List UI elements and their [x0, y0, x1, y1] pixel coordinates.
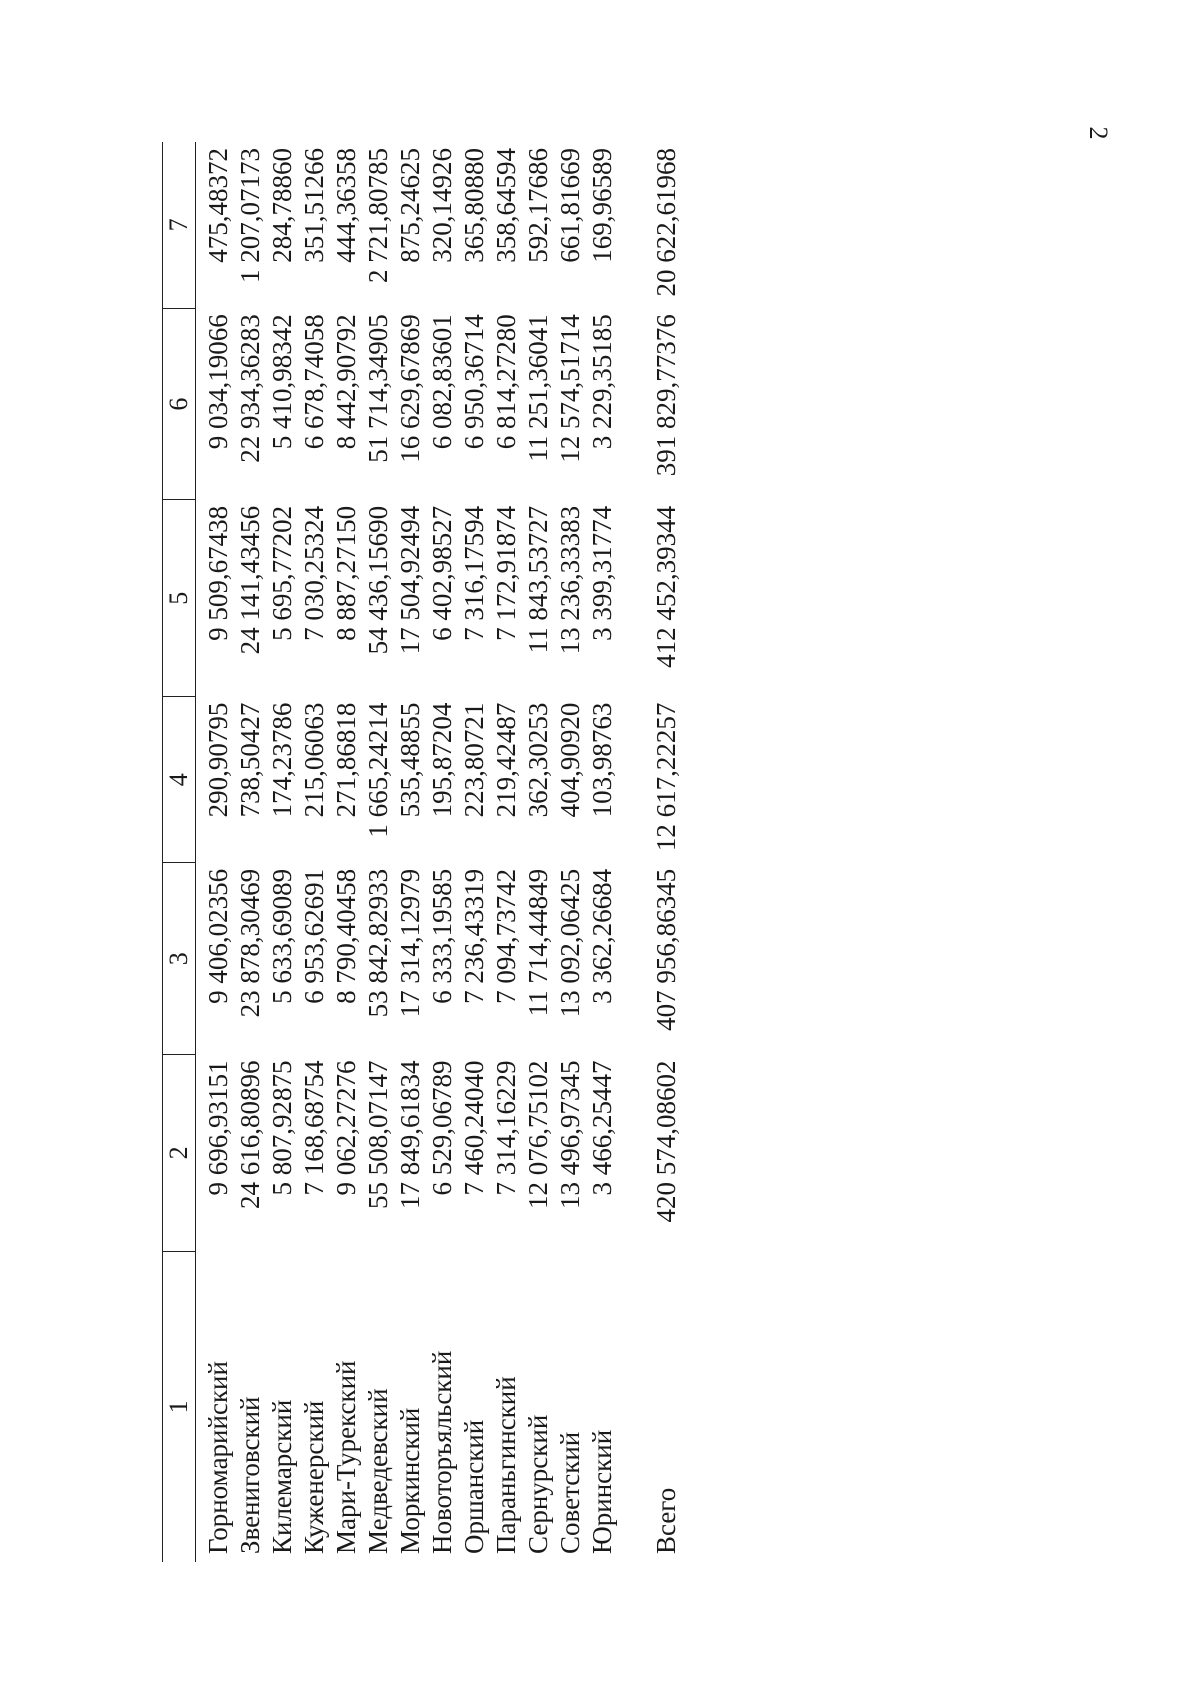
value-cell: 5 633,69089 — [267, 868, 297, 1004]
table-row — [586, 142, 618, 1562]
value-cell: 365,80880 — [459, 148, 489, 263]
value-cell: 875,24625 — [395, 148, 425, 263]
value-cell: 55 508,07147 — [363, 1060, 393, 1209]
table-row — [330, 142, 362, 1562]
value-cell: 9 696,93151 — [203, 1060, 233, 1196]
value-cell: 5 695,77202 — [267, 505, 297, 641]
value-cell: 169,96589 — [587, 148, 617, 263]
value-cell: 271,86818 — [331, 702, 361, 818]
value-cell: 475,48372 — [203, 148, 233, 263]
table-row — [362, 142, 394, 1562]
district-name: Медведевский — [363, 1388, 393, 1554]
column-header-3: 3 — [163, 863, 196, 1055]
value-cell: 7 172,91874 — [491, 505, 521, 641]
value-cell: 103,98763 — [587, 702, 617, 818]
table-row — [234, 142, 266, 1562]
value-cell: 7 236,43319 — [459, 868, 489, 1004]
value-cell: 223,80721 — [459, 702, 489, 818]
table-row — [426, 142, 458, 1562]
value-cell: 9 406,02356 — [203, 868, 233, 1004]
value-cell: 320,14926 — [427, 148, 457, 263]
value-cell: 3 399,31774 — [587, 505, 617, 641]
value-cell: 12 076,75102 — [523, 1060, 553, 1209]
table-row — [490, 142, 522, 1562]
value-cell: 17 849,61834 — [395, 1060, 425, 1209]
total-label: Всего — [651, 1487, 681, 1554]
district-name: Советский — [555, 1431, 585, 1554]
value-cell: 2 721,80785 — [363, 148, 393, 283]
value-cell: 219,42487 — [491, 702, 521, 818]
value-cell: 8 442,90792 — [331, 314, 361, 450]
value-cell: 6 402,98527 — [427, 505, 457, 641]
page-number: 2 — [1084, 126, 1113, 140]
value-cell: 24 141,43456 — [235, 505, 265, 655]
value-cell: 738,50427 — [235, 702, 265, 818]
value-cell: 11 714,44849 — [523, 868, 553, 1017]
value-cell: 11 251,36041 — [523, 314, 553, 462]
value-cell: 5 410,98342 — [267, 314, 297, 450]
value-cell: 53 842,82933 — [363, 868, 393, 1018]
rotated-table-container — [162, 142, 1062, 1562]
total-value: 412 452,39344 — [651, 505, 681, 668]
value-cell: 6 333,19585 — [427, 868, 457, 1004]
value-cell: 290,90795 — [203, 702, 233, 818]
table-row — [522, 142, 554, 1562]
value-cell: 362,30253 — [523, 702, 553, 818]
district-name: Горномарийский — [203, 1361, 233, 1554]
value-cell: 1 207,07173 — [235, 148, 265, 283]
value-cell: 6 082,83601 — [427, 314, 457, 450]
district-name: Новоторъяльский — [427, 1350, 457, 1554]
district-name: Килемарский — [267, 1399, 297, 1554]
table-row — [196, 142, 235, 1562]
district-name: Моркинский — [395, 1407, 425, 1554]
value-cell: 3 362,26684 — [587, 868, 617, 1004]
value-cell: 444,36358 — [331, 148, 361, 263]
value-cell: 7 030,25324 — [299, 505, 329, 641]
value-cell: 51 714,34905 — [363, 314, 393, 463]
table-row — [266, 142, 298, 1562]
data-table — [162, 142, 682, 1562]
value-cell: 17 504,92494 — [395, 505, 425, 655]
value-cell: 13 236,33383 — [555, 505, 585, 655]
district-name: Мари-Турекский — [331, 1360, 361, 1554]
value-cell: 22 934,36283 — [235, 314, 265, 463]
value-cell: 7 316,17594 — [459, 505, 489, 641]
value-cell: 5 807,92875 — [267, 1060, 297, 1196]
table-row — [554, 142, 586, 1562]
value-cell: 1 665,24214 — [363, 702, 393, 838]
value-cell: 9 509,67438 — [203, 505, 233, 641]
value-cell: 13 496,97345 — [555, 1060, 585, 1209]
column-header-7: 7 — [163, 142, 196, 308]
total-value: 407 956,86345 — [651, 868, 681, 1031]
total-value: 420 574,08602 — [651, 1060, 681, 1223]
value-cell: 6 950,36714 — [459, 314, 489, 450]
value-cell: 11 843,53727 — [523, 505, 553, 654]
column-header-4: 4 — [163, 697, 196, 863]
value-cell: 9 034,19066 — [203, 314, 233, 450]
value-cell: 23 878,30469 — [235, 868, 265, 1018]
value-cell: 13 092,06425 — [555, 868, 585, 1018]
district-name: Параньгинский — [491, 1376, 521, 1554]
value-cell: 284,78860 — [267, 148, 297, 263]
value-cell: 7 168,68754 — [299, 1060, 329, 1196]
total-value: 12 617,22257 — [651, 702, 681, 852]
value-cell: 661,81669 — [555, 148, 585, 263]
table-body — [196, 142, 683, 1562]
district-name: Куженерский — [299, 1400, 329, 1554]
column-header-5: 5 — [163, 500, 196, 697]
table-row — [298, 142, 330, 1562]
column-header-6: 6 — [163, 308, 196, 500]
district-name: Сернурский — [523, 1414, 553, 1554]
header-row — [163, 142, 196, 1562]
value-cell: 17 314,12979 — [395, 868, 425, 1018]
value-cell: 358,64594 — [491, 148, 521, 263]
total-value: 391 829,77376 — [651, 314, 681, 477]
value-cell: 215,06063 — [299, 702, 329, 818]
total-value: 20 622,61968 — [651, 148, 681, 297]
value-cell: 9 062,27276 — [331, 1060, 361, 1196]
district-name: Звениговский — [235, 1396, 265, 1554]
value-cell: 6 953,62691 — [299, 868, 329, 1004]
value-cell: 16 629,67869 — [395, 314, 425, 463]
value-cell: 174,23786 — [267, 702, 297, 818]
table-row — [394, 142, 426, 1562]
value-cell: 7 094,73742 — [491, 868, 521, 1004]
value-cell: 351,51266 — [299, 148, 329, 263]
table-row — [458, 142, 490, 1562]
value-cell: 3 466,25447 — [587, 1060, 617, 1196]
value-cell: 592,17686 — [523, 148, 553, 263]
column-header-2: 2 — [163, 1055, 196, 1252]
value-cell: 12 574,51714 — [555, 314, 585, 463]
value-cell: 7 314,16229 — [491, 1060, 521, 1196]
district-name: Оршанский — [459, 1419, 489, 1554]
value-cell: 195,87204 — [427, 702, 457, 818]
value-cell: 24 616,80896 — [235, 1060, 265, 1209]
total-row — [618, 142, 682, 1562]
value-cell: 3 229,35185 — [587, 314, 617, 450]
column-header-1: 1 — [163, 1251, 196, 1562]
value-cell: 404,90920 — [555, 702, 585, 818]
value-cell: 54 436,15690 — [363, 505, 393, 655]
value-cell: 7 460,24040 — [459, 1060, 489, 1196]
value-cell: 6 529,06789 — [427, 1060, 457, 1196]
district-name: Юринский — [587, 1429, 617, 1554]
value-cell: 8 790,40458 — [331, 868, 361, 1004]
value-cell: 8 887,27150 — [331, 505, 361, 641]
value-cell: 6 814,27280 — [491, 314, 521, 450]
value-cell: 535,48855 — [395, 702, 425, 818]
value-cell: 6 678,74058 — [299, 314, 329, 450]
